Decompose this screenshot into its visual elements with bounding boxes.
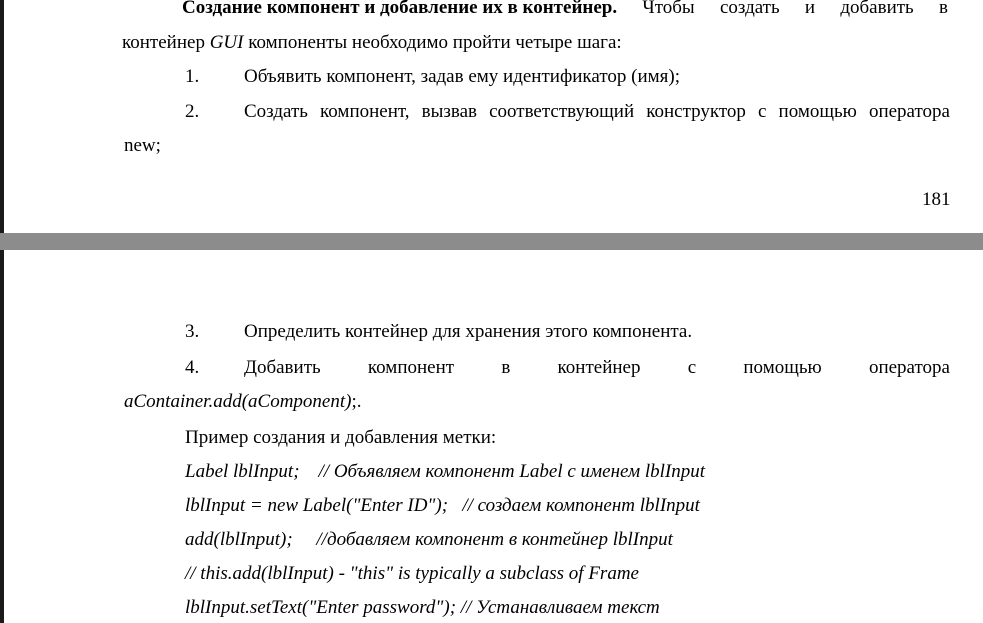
page-181 <box>0 0 983 233</box>
heading-word: создать <box>719 0 780 18</box>
step-4-word: Добавить <box>244 357 321 378</box>
step-4-word: контейнер <box>557 357 641 378</box>
step-4-continuation <box>124 391 362 413</box>
step-2-word: помощью <box>778 101 857 122</box>
heading-word: и <box>804 0 816 18</box>
step-1-number: 1. <box>185 66 200 87</box>
step-4-word: в <box>501 357 511 378</box>
step-2-text <box>244 101 950 123</box>
heading-word: добавить <box>840 0 914 18</box>
step-4-word: с <box>687 357 697 378</box>
step-4-number: 4. <box>185 357 200 378</box>
section-heading-line <box>182 0 948 19</box>
page-182 <box>0 250 983 623</box>
step-2-word: вызвав <box>421 101 477 122</box>
step-1-text: Объявить компонент, задав ему идентификатор (имя); <box>244 66 680 87</box>
heading-word: в <box>938 0 948 18</box>
step-4-tail: ;. <box>351 391 362 412</box>
intro-line-2 <box>122 32 622 54</box>
step-2-word: конструктор <box>646 101 746 122</box>
code-line: lblInput.setText("Enter password"); // Устанавливаем текст <box>185 597 660 618</box>
intro-text: компоненты необходимо пройти четыре шага: <box>243 32 622 53</box>
step-3-text: Определить контейнер для хранения этого компонента. <box>244 321 693 342</box>
step-2-word: соответствующий <box>489 101 635 122</box>
example-title: Пример создания и добавления метки: <box>185 427 497 448</box>
step-2-word: Создать <box>244 101 308 122</box>
step-3-number: 3. <box>185 321 200 342</box>
step-2-word: компонент, <box>320 101 410 122</box>
page-number: 181 <box>922 189 951 210</box>
code-line: // this.add(lblInput) - "this" is typically a subclass of Frame <box>185 563 639 584</box>
code-line: lblInput = new Label("Enter ID"); // создаем компонент lblInput <box>185 495 700 516</box>
code-line: Label lblInput; // Объявляем компонент Label с именем lblInput <box>185 461 706 482</box>
page-separator <box>0 233 983 250</box>
step-2-word: оператора <box>868 101 950 122</box>
step-4-word: оператора <box>868 357 950 378</box>
step-4-code: aContainer.add(aComponent) <box>124 391 352 412</box>
step-4-word: помощью <box>743 357 822 378</box>
gui-term: GUI <box>209 32 244 53</box>
step-4-word: компонент <box>367 357 455 378</box>
code-line: add(lblInput); //добавляем компонент в контейнер lblInput <box>185 529 673 550</box>
step-2-continuation: new; <box>124 135 161 156</box>
step-2-number: 2. <box>185 101 200 122</box>
section-heading-bold: Создание компонент и добавление их в контейнер. <box>182 0 618 18</box>
step-4-text <box>244 357 950 379</box>
heading-word: Чтобы <box>642 0 695 18</box>
step-2-word: с <box>758 101 767 122</box>
intro-text: контейнер <box>122 32 210 53</box>
